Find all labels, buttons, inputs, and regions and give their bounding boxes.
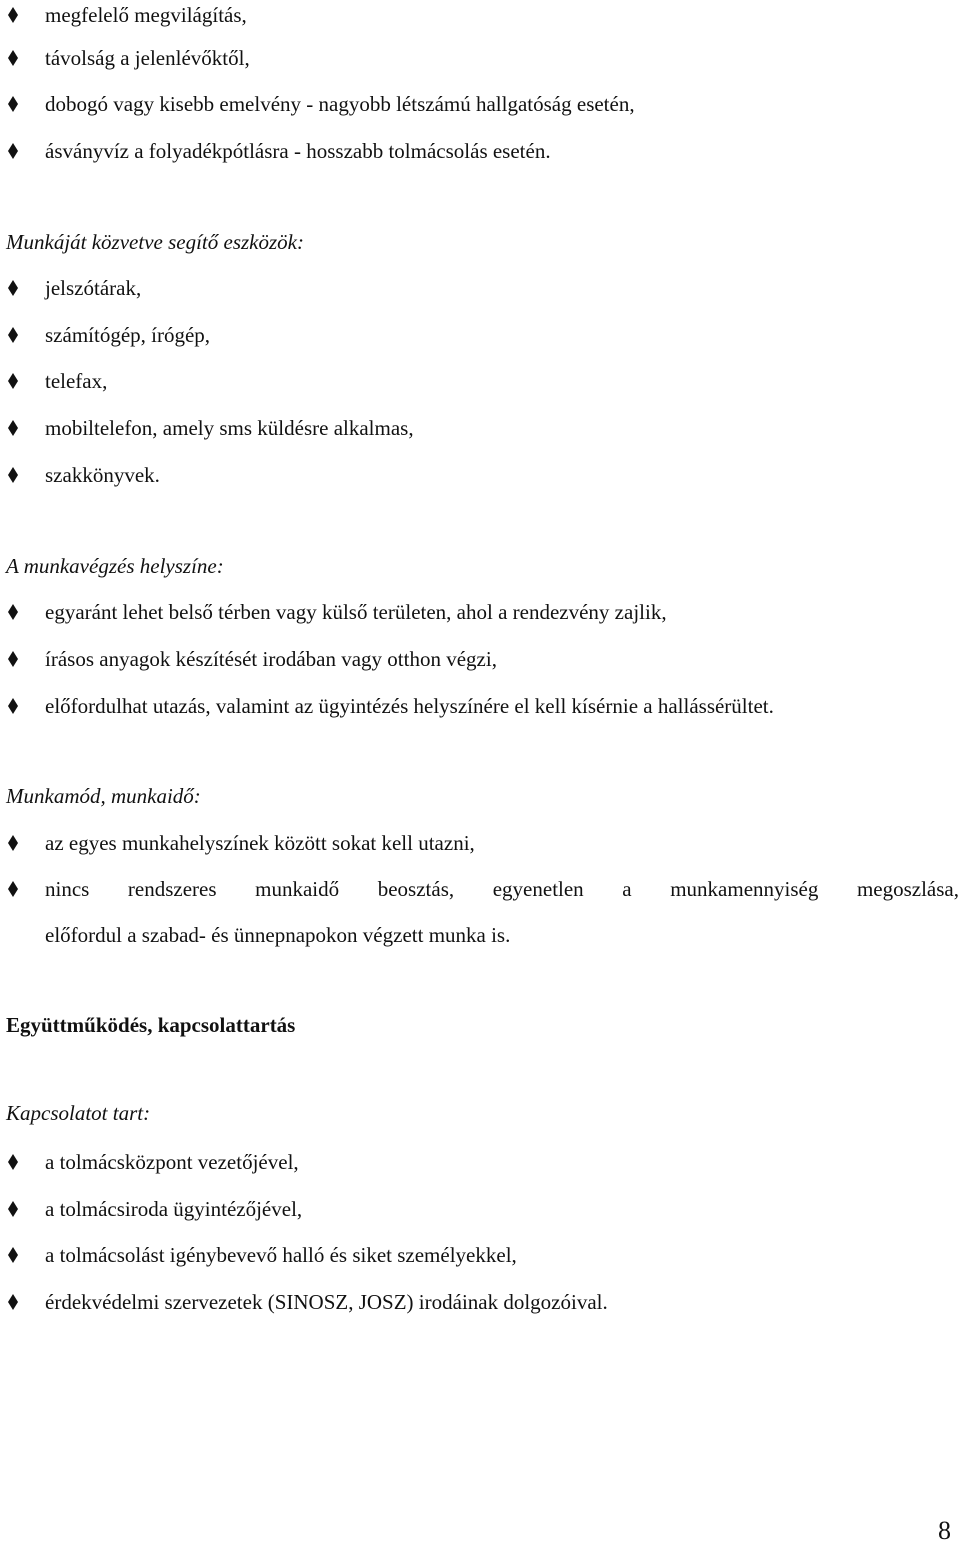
list-item xyxy=(0,1240,960,1270)
list-item-text: szakkönyvek. xyxy=(45,463,160,487)
section-heading-method: Munkamód, munkaidő: xyxy=(6,784,201,808)
section-heading-place: A munkavégzés helyszíne: xyxy=(6,554,224,578)
diamond-bullet-icon xyxy=(7,650,19,668)
list-item xyxy=(0,828,960,858)
diamond-bullet-icon xyxy=(7,6,19,24)
diamond-bullet-icon xyxy=(7,1293,19,1311)
diamond-bullet-icon xyxy=(7,834,19,852)
list-item-text: jelszótárak, xyxy=(45,276,142,300)
diamond-bullet-icon xyxy=(7,697,19,715)
list-item-text: számítógép, írógép, xyxy=(45,323,211,347)
list-item xyxy=(0,43,960,73)
list-item-text: a tolmácsiroda ügyintézőjével, xyxy=(45,1197,303,1221)
list-item-text: megfelelő megvilágítás, xyxy=(45,3,247,27)
diamond-bullet-icon xyxy=(7,603,19,621)
section-heading-cooperation: Együttműködés, kapcsolattartás xyxy=(6,1013,296,1037)
list-item-text: az egyes munkahelyszínek között sokat kell utazni, xyxy=(45,831,475,855)
list-item-text: nincs rendszeres munkaidő beosztás, egyenetlen a munkamennyiség megoszlása, xyxy=(45,877,959,901)
list-item-text: előfordul a szabad- és ünnepnapokon végzett munka is. xyxy=(45,923,511,947)
list-item xyxy=(0,691,960,721)
diamond-bullet-icon xyxy=(7,466,19,484)
justified-line xyxy=(45,874,959,904)
list-item-text: egyaránt lehet belső térben vagy külső területen, ahol a rendezvény zajlik, xyxy=(45,600,667,624)
list-item-text: a tolmácsolást igénybevevő halló és siket személyekkel, xyxy=(45,1243,517,1267)
list-item xyxy=(0,874,960,904)
list-item-text: a tolmácsközpont vezetőjével, xyxy=(45,1150,299,1174)
list-item-text: írásos anyagok készítését irodában vagy otthon végzi, xyxy=(45,647,497,671)
list-item xyxy=(0,597,960,627)
list-item-text: érdekvédelmi szervezetek (SINOSZ, JOSZ) irodáinak dolgozóival. xyxy=(45,1290,608,1314)
diamond-bullet-icon xyxy=(7,279,19,297)
list-item xyxy=(0,0,960,30)
section-heading-contact: Kapcsolatot tart: xyxy=(6,1101,151,1125)
list-item-text: telefax, xyxy=(45,369,108,393)
list-item xyxy=(0,644,960,674)
list-item-text: ásványvíz a folyadékpótlásra - hosszabb tolmácsolás esetén. xyxy=(45,139,551,163)
page-number: 8 xyxy=(938,1516,951,1545)
list-item xyxy=(0,273,960,303)
diamond-bullet-icon xyxy=(7,49,19,67)
list-item xyxy=(0,136,960,166)
diamond-bullet-icon xyxy=(7,1200,19,1218)
list-item xyxy=(0,1287,960,1317)
list-item xyxy=(0,366,960,396)
list-item-text: mobiltelefon, amely sms küldésre alkalmas, xyxy=(45,416,414,440)
diamond-bullet-icon xyxy=(7,880,19,898)
diamond-bullet-icon xyxy=(7,142,19,160)
list-item-text: távolság a jelenlévőktől, xyxy=(45,46,250,70)
list-item xyxy=(0,320,960,350)
diamond-bullet-icon xyxy=(7,326,19,344)
diamond-bullet-icon xyxy=(7,1153,19,1171)
diamond-bullet-icon xyxy=(7,95,19,113)
list-item xyxy=(0,460,960,490)
diamond-bullet-icon xyxy=(7,372,19,390)
list-item-text: dobogó vagy kisebb emelvény - nagyobb létszámú hallgatóság esetén, xyxy=(45,92,635,116)
diamond-bullet-icon xyxy=(7,1246,19,1264)
list-item-continuation xyxy=(0,920,960,950)
list-item xyxy=(0,413,960,443)
list-item xyxy=(0,89,960,119)
list-item-text: előfordulhat utazás, valamint az ügyintézés helyszínére el kell kísérnie a hallássérültet. xyxy=(45,694,774,718)
list-item xyxy=(0,1194,960,1224)
diamond-bullet-icon xyxy=(7,419,19,437)
section-heading-tools: Munkáját közvetve segítő eszközök: xyxy=(6,230,304,254)
list-item xyxy=(0,1147,960,1177)
